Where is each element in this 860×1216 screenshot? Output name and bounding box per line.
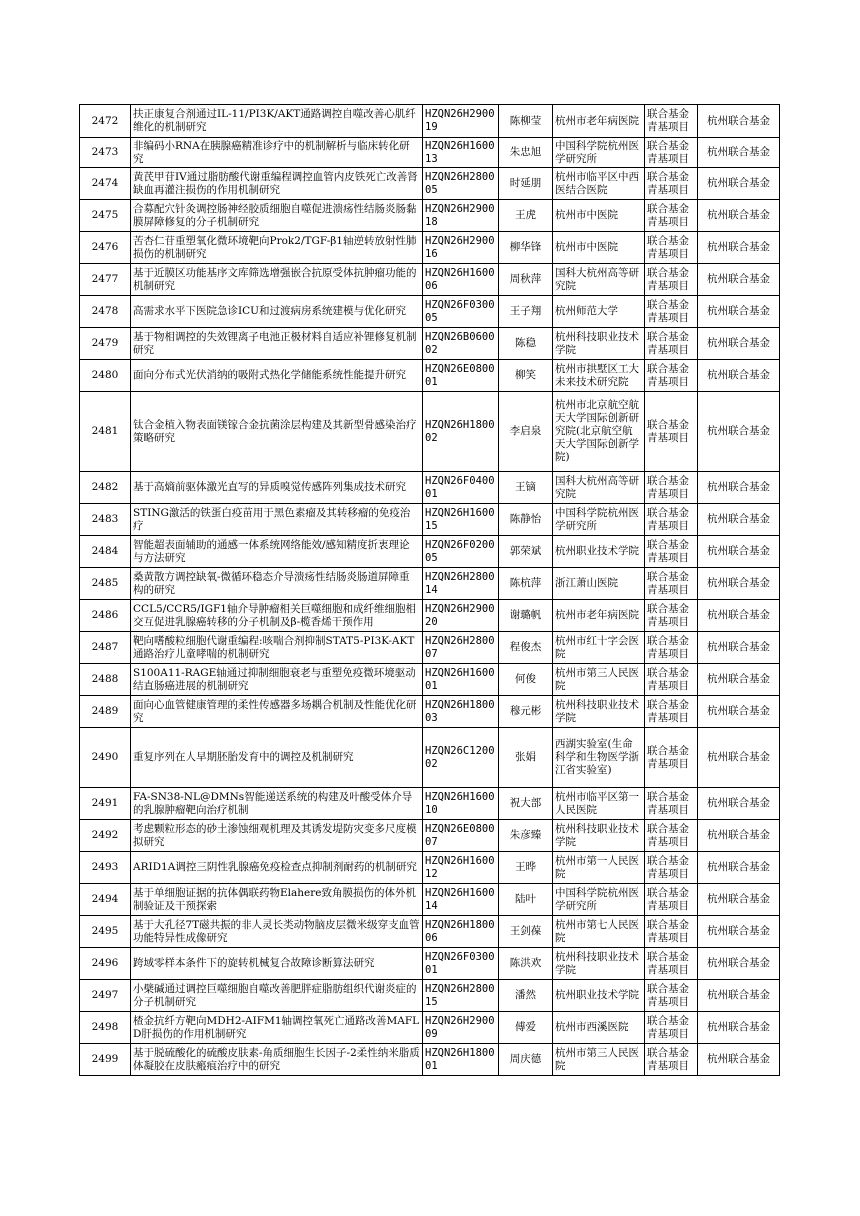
applicant-name: 傅爱 (499, 1012, 553, 1044)
project-title: 考虑颗粒形态的砂土渗蚀细观机理及其诱发堤防灾变多尺度模拟研究 (131, 820, 423, 852)
applicant-name: 谢璐帆 (499, 600, 553, 632)
project-category: 联合基金青基项目 (645, 980, 698, 1012)
applicant-name: 柳笑 (499, 360, 553, 392)
project-title: 基于大孔径7T磁共振的非人灵长类动物脑皮层微米级穿支血管功能特异性成像研究 (131, 916, 423, 948)
row-number: 2477 (80, 264, 131, 296)
fund-name: 杭州联合基金 (698, 948, 780, 980)
table-row (80, 948, 780, 980)
table-row (80, 820, 780, 852)
project-code: HZQN26H280007 (423, 632, 499, 664)
table-row (80, 536, 780, 568)
project-title: 钛合金植入物表面镁镓合金抗菌涂层构建及其新型骨感染治疗策略研究 (131, 392, 423, 472)
row-number: 2488 (80, 664, 131, 696)
fund-name: 杭州联合基金 (698, 472, 780, 504)
project-category: 联合基金青基项目 (645, 296, 698, 328)
row-number: 2484 (80, 536, 131, 568)
row-number: 2496 (80, 948, 131, 980)
institution: 杭州科技职业技术学院 (553, 696, 645, 728)
project-title: CCL5/CCR5/IGF1轴介导肿瘤相关巨噬细胞和成纤维细胞相交互促进乳腺癌转移的分子机制及β-榄香烯干预作用 (131, 600, 423, 632)
table-row (80, 916, 780, 948)
project-title: 靶向嗜酸粒细胞代谢重编程:咳喘合剂抑制STAT5-PI3K-AKT通路治疗儿童哮喘的机制研究 (131, 632, 423, 664)
project-title: 智能超表面辅助的通感一体系统网络能效/感知精度折衷理论与方法研究 (131, 536, 423, 568)
row-number: 2486 (80, 600, 131, 632)
row-number: 2498 (80, 1012, 131, 1044)
table-row (80, 600, 780, 632)
project-title: 跨域零样本条件下的旋转机械复合故障诊断算法研究 (131, 948, 423, 980)
applicant-name: 陈静怡 (499, 504, 553, 536)
institution: 杭州市拱墅区工大未来技术研究院 (553, 360, 645, 392)
institution: 杭州市西溪医院 (553, 1012, 645, 1044)
project-code: HZQN26H160001 (423, 664, 499, 696)
institution: 杭州市临平区第一人民医院 (553, 788, 645, 820)
project-title: 扶正康复合剂通过IL-11/PI3K/AKT通路调控自噬改善心肌纤维化的机制研究 (131, 105, 423, 138)
row-number: 2485 (80, 568, 131, 600)
project-title: 苦杏仁苷重塑氧化微环境靶向Prok2/TGF-β1轴逆转放射性肺损伤的机制研究 (131, 232, 423, 264)
project-code: HZQN26H160006 (423, 264, 499, 296)
project-code: HZQN26H280015 (423, 980, 499, 1012)
applicant-name: 郭荣斌 (499, 536, 553, 568)
project-code: HZQN26H290016 (423, 232, 499, 264)
applicant-name: 张娟 (499, 728, 553, 788)
row-number: 2479 (80, 328, 131, 360)
applicant-name: 时延朋 (499, 168, 553, 200)
applicant-name: 程俊杰 (499, 632, 553, 664)
project-title: 非编码小RNA在胰腺癌精准诊疗中的机制解析与临床转化研究 (131, 138, 423, 168)
project-category: 联合基金青基项目 (645, 168, 698, 200)
project-title: 桑黄散方调控缺氧-微循环稳态介导溃疡性结肠炎肠道屏障重构的研究 (131, 568, 423, 600)
project-category: 联合基金青基项目 (645, 948, 698, 980)
fund-name: 杭州联合基金 (698, 820, 780, 852)
institution: 杭州职业技术学院 (553, 536, 645, 568)
applicant-name: 王子翔 (499, 296, 553, 328)
project-code: HZQN26B060002 (423, 328, 499, 360)
project-code: HZQN26H280014 (423, 568, 499, 600)
project-title: 面向分布式光伏消纳的吸附式热化学储能系统性能提升研究 (131, 360, 423, 392)
project-title: 面向心血管健康管理的柔性传感器多场耦合机制及性能优化研究 (131, 696, 423, 728)
project-category: 联合基金青基项目 (645, 568, 698, 600)
institution: 杭州市老年病医院 (553, 600, 645, 632)
row-number: 2497 (80, 980, 131, 1012)
applicant-name: 周秋萍 (499, 264, 553, 296)
project-category: 联合基金青基项目 (645, 820, 698, 852)
institution: 杭州市红十字会医院 (553, 632, 645, 664)
project-category: 联合基金青基项目 (645, 328, 698, 360)
institution: 中国科学院杭州医学研究所 (553, 138, 645, 168)
institution: 杭州科技职业技术学院 (553, 948, 645, 980)
fund-name: 杭州联合基金 (698, 392, 780, 472)
project-category: 联合基金青基项目 (645, 264, 698, 296)
fund-name: 杭州联合基金 (698, 852, 780, 884)
fund-name: 杭州联合基金 (698, 980, 780, 1012)
fund-name: 杭州联合基金 (698, 200, 780, 232)
table-row (80, 105, 780, 138)
institution: 杭州市第一人民医院 (553, 852, 645, 884)
fund-name: 杭州联合基金 (698, 916, 780, 948)
project-title: 基于物相调控的失效锂离子电池正极材料自适应补锂修复机制研究 (131, 328, 423, 360)
row-number: 2478 (80, 296, 131, 328)
applicant-name: 王剑葆 (499, 916, 553, 948)
table-row (80, 632, 780, 664)
row-number: 2473 (80, 138, 131, 168)
project-code: HZQN26H180006 (423, 916, 499, 948)
project-category: 联合基金青基项目 (645, 536, 698, 568)
project-code: HZQN26F040001 (423, 472, 499, 504)
applicant-name: 陈柳莹 (499, 105, 553, 138)
project-title: ARID1A调控三阴性乳腺癌免疫检查点抑制剂耐药的机制研究 (131, 852, 423, 884)
applicant-name: 王晔 (499, 852, 553, 884)
table-row (80, 264, 780, 296)
row-number: 2493 (80, 852, 131, 884)
table-row (80, 980, 780, 1012)
applicant-name: 王虎 (499, 200, 553, 232)
applicant-name: 陆叶 (499, 884, 553, 916)
project-category: 联合基金青基项目 (645, 138, 698, 168)
row-number: 2490 (80, 728, 131, 788)
project-code: HZQN26C120002 (423, 728, 499, 788)
row-number: 2482 (80, 472, 131, 504)
project-title: 合募配穴针灸调控肠神经胶质细胞自噬促进溃疡性结肠炎肠黏膜屏障修复的分子机制研究 (131, 200, 423, 232)
row-number: 2499 (80, 1044, 131, 1076)
applicant-name: 陈杭萍 (499, 568, 553, 600)
project-code: HZQN26F020005 (423, 536, 499, 568)
project-title: S100A11-RAGE轴通过抑制细胞衰老与重塑免疫微环境驱动结直肠癌进展的机制研究 (131, 664, 423, 696)
institution: 杭州市北京航空航天大学国际创新研究院(北京航空航天大学国际创新学院) (553, 392, 645, 472)
institution: 西湖实验室(生命科学和生物医学浙江省实验室) (553, 728, 645, 788)
row-number: 2476 (80, 232, 131, 264)
row-number: 2480 (80, 360, 131, 392)
fund-name: 杭州联合基金 (698, 138, 780, 168)
project-category: 联合基金青基项目 (645, 788, 698, 820)
project-category: 联合基金青基项目 (645, 916, 698, 948)
applicant-name: 何俊 (499, 664, 553, 696)
project-title: 基于高熵前驱体激光直写的异质嗅觉传感阵列集成技术研究 (131, 472, 423, 504)
fund-name: 杭州联合基金 (698, 884, 780, 916)
institution: 杭州科技职业技术学院 (553, 328, 645, 360)
institution: 杭州市中医院 (553, 200, 645, 232)
table-row (80, 360, 780, 392)
institution: 杭州市中医院 (553, 232, 645, 264)
table-row (80, 200, 780, 232)
row-number: 2489 (80, 696, 131, 728)
row-number: 2481 (80, 392, 131, 472)
project-title: FA-SN38-NL@DMNs智能递送系统的构建及叶酸受体介导的乳腺肿瘤靶向治疗机制 (131, 788, 423, 820)
fund-name: 杭州联合基金 (698, 600, 780, 632)
fund-name: 杭州联合基金 (698, 664, 780, 696)
institution: 杭州市临平区中西医结合医院 (553, 168, 645, 200)
table-row (80, 1012, 780, 1044)
project-title: 基于近膜区功能基序文库筛选增强嵌合抗原受体抗肿瘤功能的机制研究 (131, 264, 423, 296)
table-row (80, 138, 780, 168)
table-row (80, 664, 780, 696)
table-row (80, 472, 780, 504)
fund-name: 杭州联合基金 (698, 105, 780, 138)
institution: 杭州市第七人民医院 (553, 916, 645, 948)
institution: 杭州师范大学 (553, 296, 645, 328)
project-code: HZQN26E080001 (423, 360, 499, 392)
fund-name: 杭州联合基金 (698, 504, 780, 536)
table-row (80, 788, 780, 820)
project-category: 联合基金青基项目 (645, 632, 698, 664)
fund-name: 杭州联合基金 (698, 788, 780, 820)
institution: 中国科学院杭州医学研究所 (553, 504, 645, 536)
row-number: 2492 (80, 820, 131, 852)
institution: 中国科学院杭州医学研究所 (553, 884, 645, 916)
fund-name: 杭州联合基金 (698, 728, 780, 788)
applicant-name: 陈稳 (499, 328, 553, 360)
fund-name: 杭州联合基金 (698, 360, 780, 392)
fund-name: 杭州联合基金 (698, 232, 780, 264)
applicant-name: 朱彦臻 (499, 820, 553, 852)
table-row (80, 728, 780, 788)
row-number: 2494 (80, 884, 131, 916)
project-category: 联合基金青基项目 (645, 884, 698, 916)
institution: 杭州市第三人民医院 (553, 664, 645, 696)
project-title: 重复序列在人早期胚胎发育中的调控及机制研究 (131, 728, 423, 788)
row-number: 2474 (80, 168, 131, 200)
table-row (80, 568, 780, 600)
project-title: 小檗碱通过调控巨噬细胞自噬改善肥胖症脂肪组织代谢炎症的分子机制研究 (131, 980, 423, 1012)
project-category: 联合基金青基项目 (645, 1012, 698, 1044)
project-code: HZQN26H290018 (423, 200, 499, 232)
project-title: STING激活的铁蛋白疫苗用于黑色素瘤及其转移瘤的免疫治疗 (131, 504, 423, 536)
institution: 国科大杭州高等研究院 (553, 472, 645, 504)
applicant-name: 朱忠旭 (499, 138, 553, 168)
table-row (80, 1044, 780, 1076)
project-title: 高需求水平下医院急诊ICU和过渡病房系统建模与优化研究 (131, 296, 423, 328)
institution: 杭州市第三人民医院 (553, 1044, 645, 1076)
fund-name: 杭州联合基金 (698, 1044, 780, 1076)
table-row (80, 296, 780, 328)
project-code: HZQN26H290020 (423, 600, 499, 632)
applicant-name: 王镝 (499, 472, 553, 504)
table-row (80, 328, 780, 360)
project-category: 联合基金青基项目 (645, 664, 698, 696)
row-number: 2472 (80, 105, 131, 138)
project-code: HZQN26E080007 (423, 820, 499, 852)
applicant-name: 潘然 (499, 980, 553, 1012)
project-code: HZQN26H290009 (423, 1012, 499, 1044)
table-row (80, 696, 780, 728)
project-category: 联合基金青基项目 (645, 472, 698, 504)
applicant-name: 李启泉 (499, 392, 553, 472)
project-code: HZQN26H180002 (423, 392, 499, 472)
institution: 杭州职业技术学院 (553, 980, 645, 1012)
project-rows (80, 105, 780, 1076)
fund-name: 杭州联合基金 (698, 568, 780, 600)
project-code: HZQN26H290019 (423, 105, 499, 138)
project-code: HZQN26H160015 (423, 504, 499, 536)
row-number: 2491 (80, 788, 131, 820)
project-code: HZQN26H160012 (423, 852, 499, 884)
project-category: 联合基金青基项目 (645, 600, 698, 632)
fund-name: 杭州联合基金 (698, 328, 780, 360)
row-number: 2483 (80, 504, 131, 536)
project-category: 联合基金青基项目 (645, 200, 698, 232)
row-number: 2475 (80, 200, 131, 232)
project-code: HZQN26H160010 (423, 788, 499, 820)
project-category: 联合基金青基项目 (645, 728, 698, 788)
fund-name: 杭州联合基金 (698, 168, 780, 200)
applicant-name: 穆元彬 (499, 696, 553, 728)
project-code: HZQN26H280005 (423, 168, 499, 200)
project-title: 黄芪甲苷IV通过脂肪酸代谢重编程调控血管内皮铁死亡改善肾缺血再灌注损伤的作用机制研究 (131, 168, 423, 200)
applicant-name: 陈洪欢 (499, 948, 553, 980)
institution: 国科大杭州高等研究院 (553, 264, 645, 296)
project-code: HZQN26F030005 (423, 296, 499, 328)
project-title: 基于脱硫酸化的硫酸皮肤素-角质细胞生长因子-2柔性纳米脂质体凝胶在皮肤瘢痕治疗中的研究 (131, 1044, 423, 1076)
project-category: 联合基金青基项目 (645, 232, 698, 264)
row-number: 2495 (80, 916, 131, 948)
project-category: 联合基金青基项目 (645, 852, 698, 884)
project-code: HZQN26F030001 (423, 948, 499, 980)
project-code: HZQN26H160014 (423, 884, 499, 916)
table-row (80, 392, 780, 472)
project-title: 楂金抗纤方靶向MDH2-AIFM1轴调控氧死亡通路改善MAFLD肝损伤的作用机制研究 (131, 1012, 423, 1044)
applicant-name: 祝大部 (499, 788, 553, 820)
table-row (80, 852, 780, 884)
institution: 浙江萧山医院 (553, 568, 645, 600)
project-code: HZQN26H180003 (423, 696, 499, 728)
project-category: 联合基金青基项目 (645, 392, 698, 472)
table-row (80, 504, 780, 536)
table-row (80, 884, 780, 916)
project-category: 联合基金青基项目 (645, 1044, 698, 1076)
table-row (80, 168, 780, 200)
table-row (80, 232, 780, 264)
applicant-name: 周庆德 (499, 1044, 553, 1076)
project-title: 基于单细胞证据的抗体偶联药物Elahere致角膜损伤的体外机制验证及干预探索 (131, 884, 423, 916)
project-category: 联合基金青基项目 (645, 360, 698, 392)
project-code: HZQN26H160013 (423, 138, 499, 168)
row-number: 2487 (80, 632, 131, 664)
institution: 杭州市老年病医院 (553, 105, 645, 138)
fund-name: 杭州联合基金 (698, 632, 780, 664)
fund-name: 杭州联合基金 (698, 296, 780, 328)
project-code: HZQN26H180001 (423, 1044, 499, 1076)
fund-name: 杭州联合基金 (698, 1012, 780, 1044)
project-category: 联合基金青基项目 (645, 504, 698, 536)
institution: 杭州科技职业技术学院 (553, 820, 645, 852)
project-table (79, 104, 780, 1076)
fund-name: 杭州联合基金 (698, 264, 780, 296)
applicant-name: 柳华锋 (499, 232, 553, 264)
project-category: 联合基金青基项目 (645, 696, 698, 728)
project-category: 联合基金青基项目 (645, 105, 698, 138)
fund-name: 杭州联合基金 (698, 536, 780, 568)
fund-name: 杭州联合基金 (698, 696, 780, 728)
